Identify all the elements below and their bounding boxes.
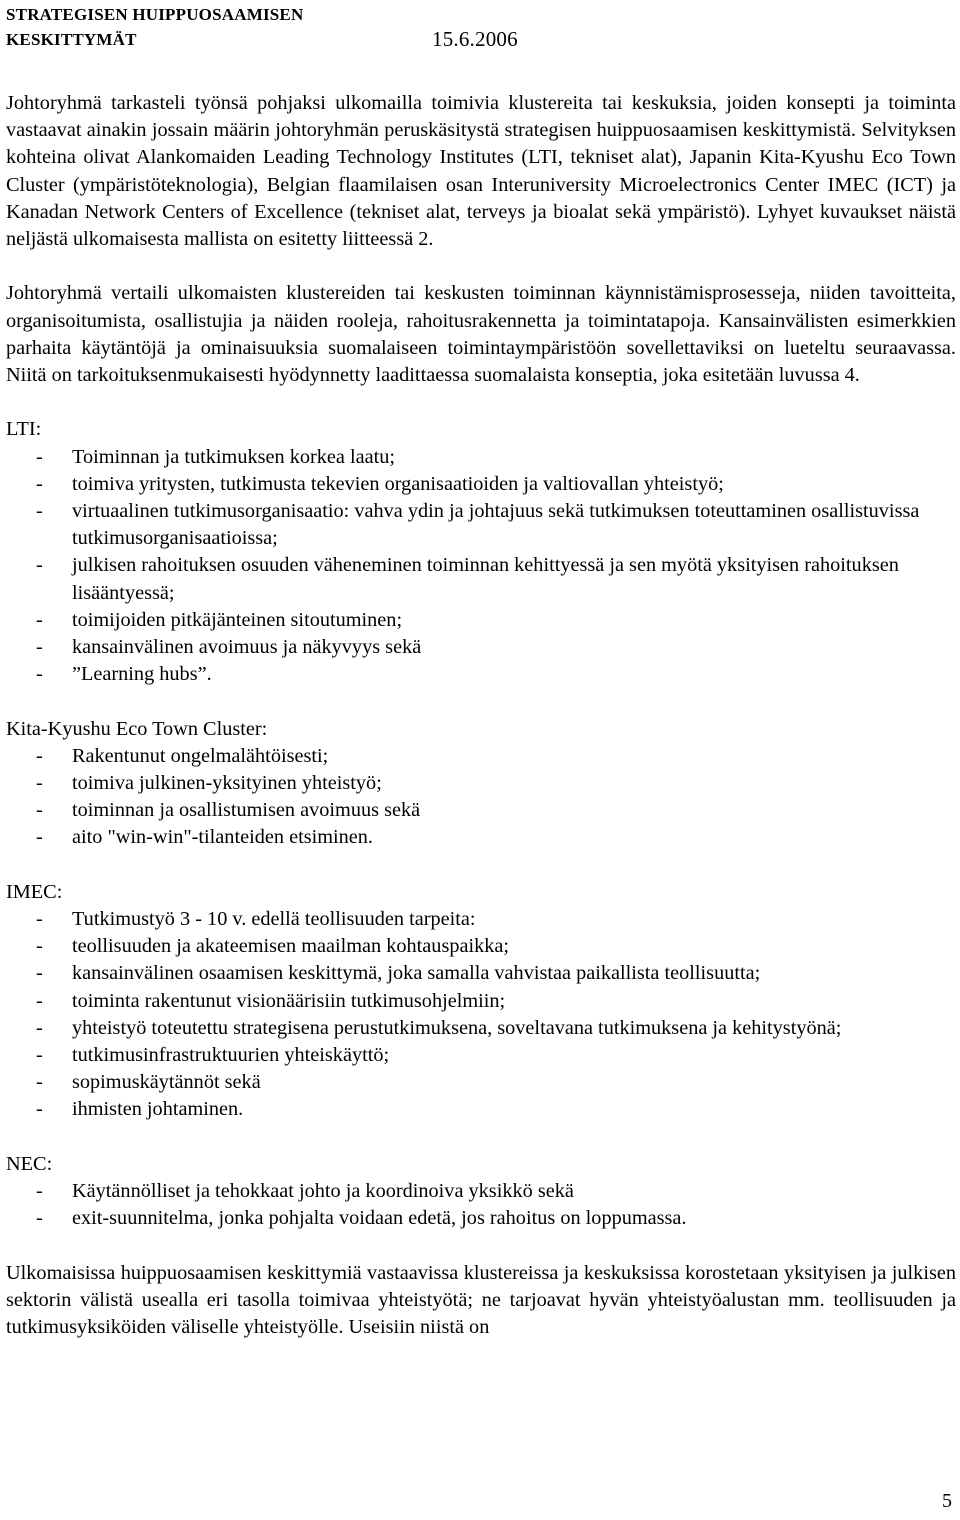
dash-marker: - — [36, 772, 43, 795]
list-item: - virtuaalinen tutkimusorganisaatio: vahva ydin ja johtajuus sekä tutkimuksen toteuttaminen osallistuvissa tutkimusorganisaatioissa; — [36, 500, 920, 550]
dash-marker: - — [36, 500, 43, 523]
dash-marker: - — [36, 1016, 43, 1039]
dash-marker: - — [36, 962, 43, 985]
list-item: - Tutkimustyö 3 - 10 v. edellä teollisuuden tarpeita: — [6, 906, 956, 933]
list-item: - Toiminnan ja tutkimuksen korkea laatu; — [6, 444, 956, 471]
list-item: - kansainvälinen osaamisen keskittymä, joka samalla vahvistaa paikallista teollisuutta; — [6, 960, 956, 987]
paragraph-intro: Johtoryhmä tarkasteli työnsä pohjaksi ulkomailla toimivia klustereita tai keskuksia, joiden konsepti ja toiminta vastaavat ainakin jossain määrin johtoryhmän peruskäsitystä strategisen huippuosaamisen keskittymistä. Selvityksen kohteina olivat Alankomaiden Leading Technology Institutes (LTI, tekniset alat), Japanin Kita-Kyushu Eco Town Cluster (ympäristöteknologia), Belgian flaamilaisen osan Interuniversity Microelectronics Center IMEC (ICT) ja Kanadan Network Centers of Excellence (tekniset alat, terveys ja bioalat sekä ympäristö). Lyhyet kuvaukset näistä neljästä ulkomaisesta mallista on esitetty liitteessä 2. — [6, 92, 956, 251]
header-title-line2: KESKITTYMÄT — [6, 30, 137, 49]
list-item: - toimijoiden pitkäjänteinen sitoutuminen; — [6, 607, 956, 634]
dash-marker: - — [36, 1071, 43, 1094]
list-item: - exit-suunnitelma, jonka pohjalta voidaan edetä, jos rahoitus on loppumassa. — [6, 1205, 956, 1232]
list-item: - Käytännölliset ja tehokkaat johto ja koordinoiva yksikkö sekä — [6, 1178, 956, 1205]
dash-marker: - — [36, 554, 43, 577]
list-item: - ihmisten johtaminen. — [6, 1096, 956, 1123]
dash-marker: - — [36, 1207, 43, 1230]
dash-marker: - — [36, 608, 43, 631]
list-item: - sopimuskäytännöt sekä — [6, 1069, 956, 1096]
section-label-lti: LTI: — [6, 418, 42, 441]
running-header — [6, 2, 518, 52]
section-label-kita-kyushu: Kita-Kyushu Eco Town Cluster: — [6, 717, 268, 740]
list-imec — [6, 906, 956, 1124]
list-item: - toiminnan ja osallistumisen avoimuus sekä — [6, 797, 956, 824]
dash-marker: - — [36, 472, 43, 495]
document-body — [6, 90, 956, 1341]
dash-marker: - — [36, 908, 43, 931]
dash-marker: - — [36, 445, 43, 468]
list-item: - toimiva julkinen-yksityinen yhteistyö; — [6, 770, 956, 797]
list-item: - toiminta rakentunut visionäärisiin tutkimusohjelmiin; — [6, 988, 956, 1015]
list-nec — [6, 1178, 956, 1232]
dash-marker: - — [36, 989, 43, 1012]
paragraph-closing: Ulkomaisissa huippuosaamisen keskittymiä vastaavissa klustereissa ja keskuksissa korostetaan yksityisen ja julkisen sektorin välistä usealla eri tasolla toimivaa yhteistyötä; ne tarjoavat hyvän yhteistyöalustan mm. teollisuuden ja tutkimusyksiköiden väliselle yhteistyölle. Useisiin niistä on — [6, 1261, 956, 1339]
section-label-nec: NEC: — [6, 1152, 53, 1175]
dash-marker: - — [36, 826, 43, 849]
list-item: - aito "win-win"-tilanteiden etsiminen. — [6, 824, 956, 851]
list-item: - kansainvälinen avoimuus ja näkyvyys sekä — [6, 634, 956, 661]
section-label-imec: IMEC: — [6, 880, 63, 903]
dash-marker: - — [36, 935, 43, 958]
dash-marker: - — [36, 663, 43, 686]
list-item: - ”Learning hubs”. — [6, 661, 956, 688]
header-title-line1: STRATEGISEN HUIPPUOSAAMISEN — [6, 5, 304, 24]
list-item: - julkisen rahoituksen osuuden väheneminen toiminnan kehittyessä ja sen myötä yksityisen rahoituksen lisääntyessä; — [36, 554, 899, 604]
page-number: 5 — [942, 1490, 952, 1512]
list-item: - teollisuuden ja akateemisen maailman kohtauspaikka; — [6, 933, 956, 960]
dash-marker: - — [36, 799, 43, 822]
list-item: - Rakentunut ongelmalähtöisesti; — [6, 743, 956, 770]
list-kita-kyushu — [6, 743, 956, 852]
dash-marker: - — [36, 1098, 43, 1121]
dash-marker: - — [36, 744, 43, 767]
list-item: - tutkimusinfrastruktuurien yhteiskäyttö; — [6, 1042, 956, 1069]
header-date: 15.6.2006 — [432, 27, 518, 51]
dash-marker: - — [36, 1180, 43, 1203]
dash-marker: - — [36, 1044, 43, 1067]
list-lti — [6, 444, 956, 689]
paragraph-comparison: Johtoryhmä vertaili ulkomaisten klustereiden tai keskusten toiminnan käynnistämisprosesseja, niiden tavoitteita, organisoitumista, osallistujia ja näiden rooleja, rahoitusrakennetta ja toimintatapoja. Kansainvälisten esimerkkien parhaita käytäntöjä ja ominaisuuksia suomalaiseen toimintaympäristöön sovellettaviksi on lueteltu seuraavassa. Niitä on tarkoituksenmukaisesti hyödynnetty laadittaessa suomalaista konseptia, joka esitetään luvussa 4. — [6, 282, 956, 387]
list-item: - toimiva yritysten, tutkimusta tekevien organisaatioiden ja valtiovallan yhteistyö; — [6, 471, 956, 498]
list-item: - yhteistyö toteutettu strategisena perustutkimuksena, soveltavana tutkimuksena ja kehitystyönä; — [6, 1015, 956, 1042]
dash-marker: - — [36, 636, 43, 659]
